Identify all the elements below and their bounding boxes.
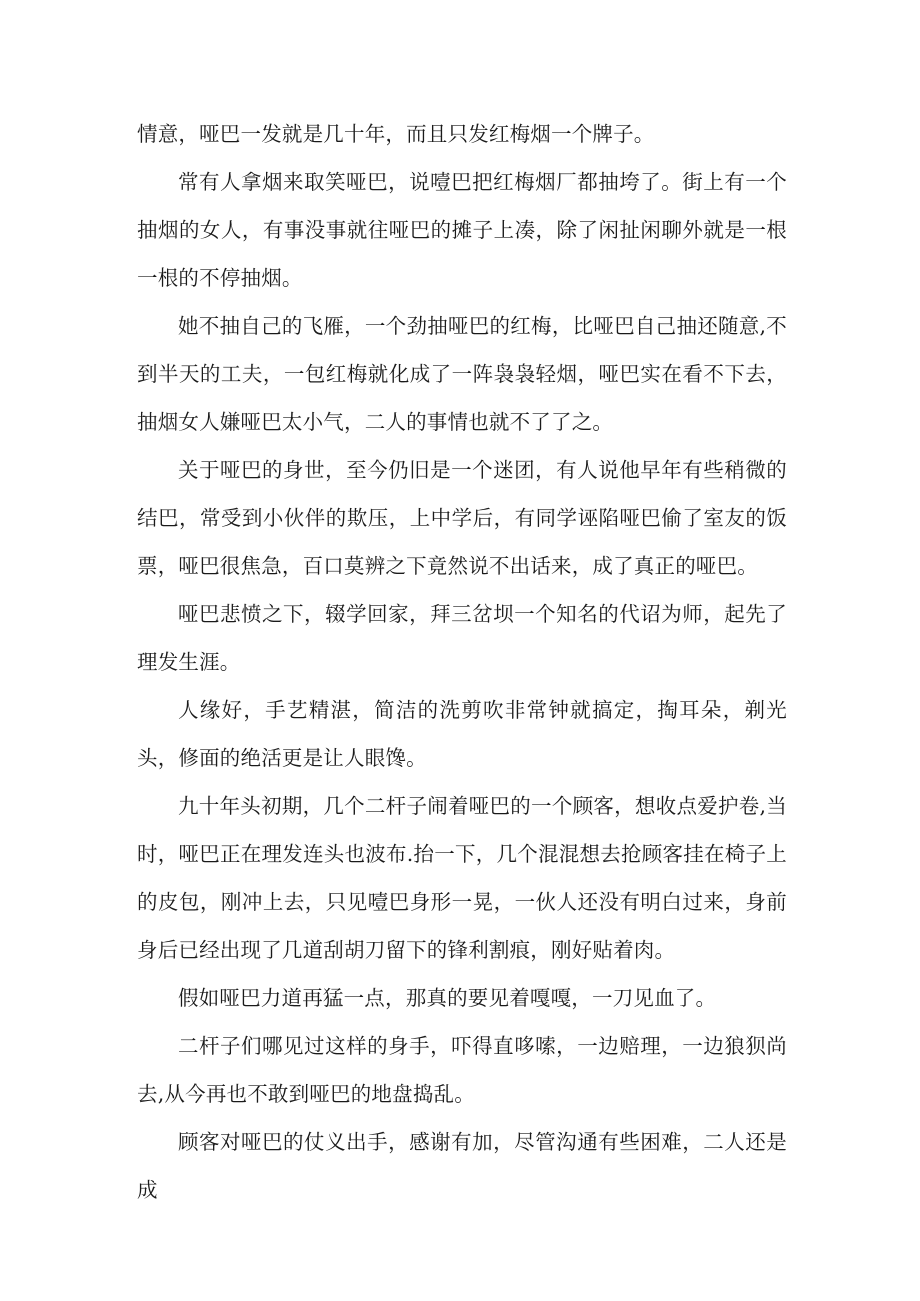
paragraph-4: 关于哑巴的身世，至今仍旧是一个迷团，有人说他早年有些稍微的结巴，常受到小伙伴的欺压，上中学后，有同学诬陷哑巴偷了室友的饭票，哑巴很焦急，百口莫辨之下竟然说不出话来，成了真正的哑巴。 — [137, 458, 787, 578]
paragraph-5: 哑巴悲愤之下，辍学回家，拜三岔坝一个知名的代诏为师，起先了理发生涯。 — [137, 602, 787, 674]
paragraph-3: 她不抽自己的飞雁，一个劲抽哑巴的红梅，比哑巴自己抽还随意,不到半天的工夫，一包红梅就化成了一阵袅袅轻烟，哑巴实在看不下去，抽烟女人嫌哑巴太小气，二人的事情也就不了了之。 — [137, 314, 787, 434]
paragraph-8: 假如哑巴力道再猛一点，那真的要见着嘎嘎，一刀见血了。 — [178, 986, 717, 1010]
paragraph-10: 顾客对哑巴的仗义出手，感谢有加，尽管沟通有些困难，二人还是成 — [137, 1130, 787, 1202]
paragraph-1: 情意，哑巴一发就是几十年，而且只发红梅烟一个牌子。 — [137, 122, 655, 146]
paragraph-9: 二杆子们哪见过这样的身手，吓得直哆嗦，一边赔理，一边狼狈尚去,从今再也不敢到哑巴的地盘捣乱。 — [137, 1034, 787, 1106]
article-body — [137, 110, 787, 1214]
paragraph-2: 常有人拿烟来取笑哑巴，说噎巴把红梅烟厂都抽垮了。街上有一个抽烟的女人，有事没事就往哑巴的摊子上凑，除了闲扯闲聊外就是一根一根的不停抽烟。 — [137, 170, 787, 290]
paragraph-7: 九十年头初期，几个二杆子闹着哑巴的一个顾客，想收点爱护卷,当时，哑巴正在理发连头也波布.抬一下，几个混混想去抢顾客挂在椅子上的皮包，刚冲上去，只见噎巴身形一晃，一伙人还没有明白过来，身前身后已经出现了几道刮胡刀留下的锋利割痕，刚好贴着肉。 — [137, 794, 787, 962]
paragraph-6: 人缘好，手艺精湛，简洁的洗剪吹非常钟就搞定，掏耳朵，剃光头，修面的绝活更是让人眼馋。 — [137, 698, 787, 770]
